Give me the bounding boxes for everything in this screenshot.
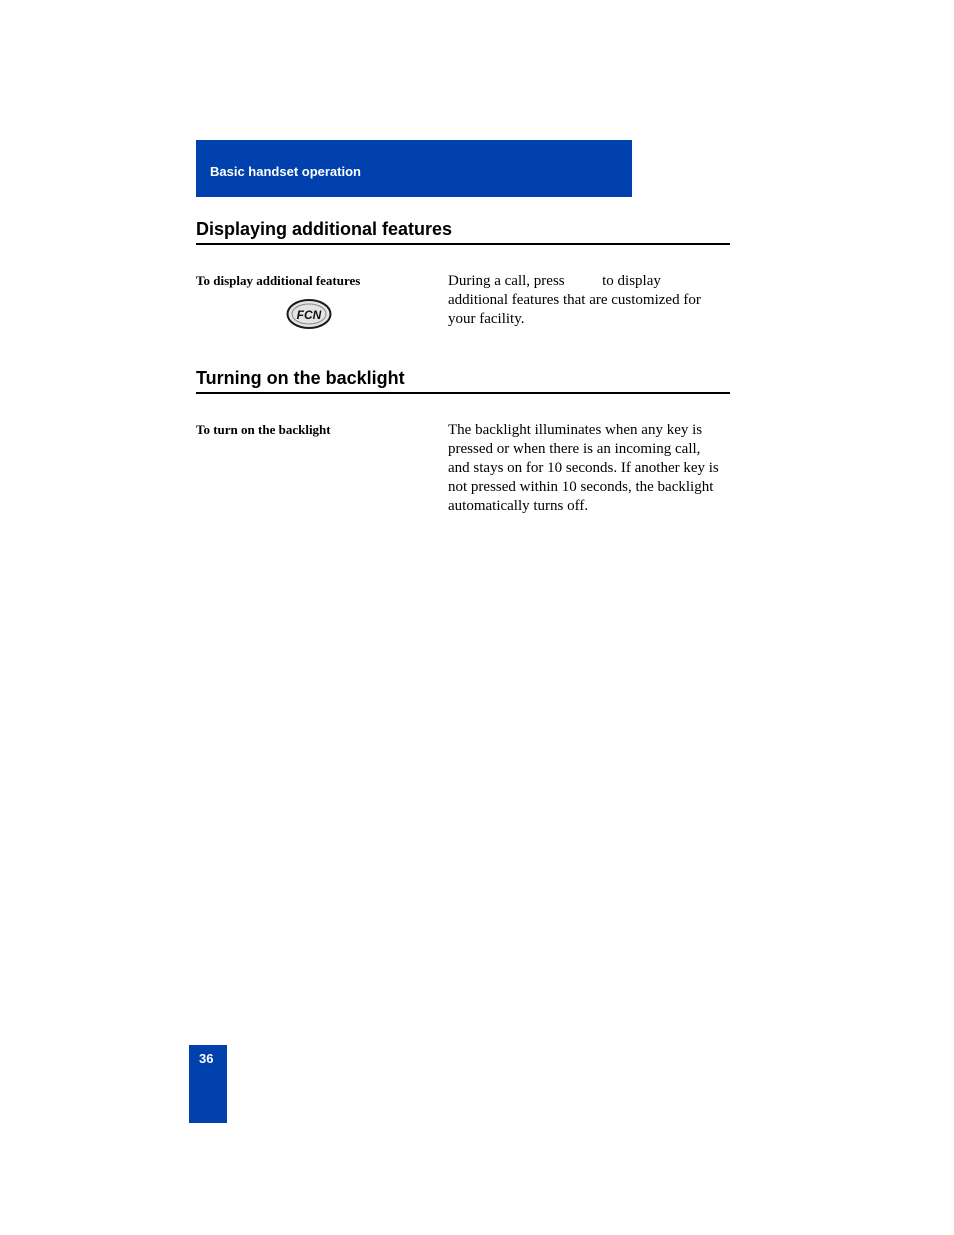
section-heading-backlight: Turning on the backlight — [196, 368, 405, 388]
procedure-text-backlight — [448, 421, 733, 516]
text-line: additional features that are customized for — [448, 292, 701, 308]
section-heading-additional-features: Displaying additional features — [196, 219, 453, 239]
text-line: automatically turns off. — [448, 498, 589, 514]
chapter-title: Basic handset operation — [210, 164, 361, 179]
text-line: During a call, press to display — [448, 273, 661, 289]
page-number-tab — [189, 1045, 227, 1123]
text-line: your facility. — [448, 311, 525, 327]
text-line: pressed or when there is an incoming call, — [448, 441, 701, 457]
page-number: 36 — [199, 1051, 214, 1066]
procedure-text-additional-features — [448, 272, 733, 329]
section-divider — [196, 243, 730, 245]
procedure-label-additional-features: To display additional features — [196, 273, 361, 288]
text-line: The backlight illuminates when any key is — [448, 422, 703, 438]
fcn-key-label: FCN — [296, 308, 322, 322]
section-divider — [196, 392, 730, 394]
fcn-key-icon — [286, 298, 332, 330]
text-line: and stays on for 10 seconds. If another key is — [448, 460, 719, 476]
chapter-header-bar — [196, 140, 632, 197]
procedure-label-backlight: To turn on the backlight — [196, 422, 331, 437]
text-line: not pressed within 10 seconds, the backlight — [448, 479, 714, 495]
